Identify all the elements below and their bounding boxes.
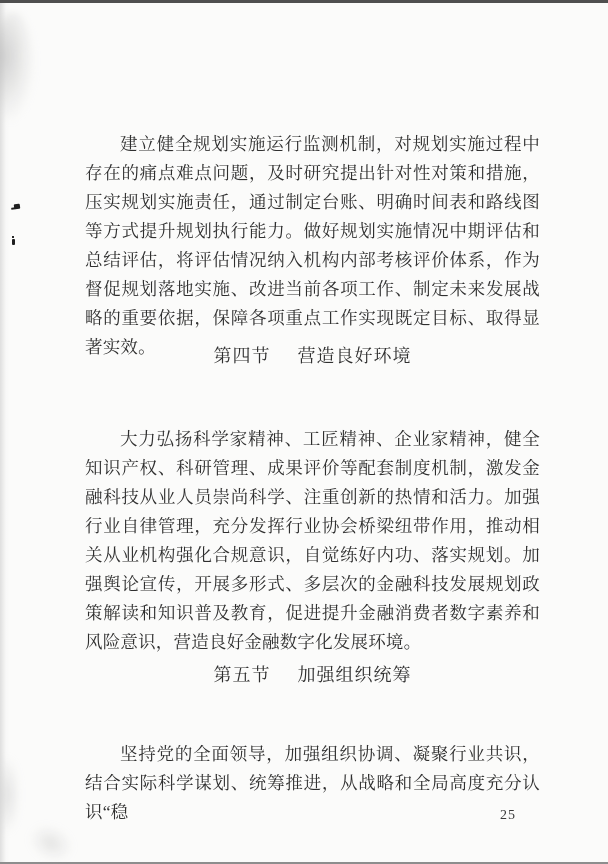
section-4-title: 营造良好环境 (297, 346, 412, 366)
section-5-title: 加强组织统筹 (297, 665, 412, 685)
ink-speck-1 (14, 204, 21, 210)
paragraph-organizational-coordination: 坚持党的全面领导，加强组织协调、凝聚行业共识，结合实际科学谋划、统筹推进，从战略和全局高度充分认识“稳 (85, 743, 540, 822)
section-heading-4 (85, 342, 540, 371)
section-heading-5 (85, 661, 540, 690)
paragraph-implementation-monitoring: 建立健全规划实施运行监测机制，对规划实施过程中存在的痛点难点问题，及时研究提出针对性对策和措施，压实规划实施责任，通过制定台账、明确时间表和路线图等方式提升规划执行能力。做好规划实施情况中期评估和总结评估，将评估情况纳入机构内部考核评价体系，作为督促规划落地实施、改进当前各项工作、制定未来发展战略的重要依据，保障各项重点工作实现既定目标、取得显著实效。 (85, 133, 540, 357)
scan-top-edge-line (0, 0, 608, 3)
scan-left-edge-shadow (0, 3, 10, 862)
page-number: 25 (500, 808, 516, 823)
section-4-label: 第四节 (213, 346, 271, 366)
scan-smudge-top-left (0, 12, 34, 122)
ink-speck-2 (12, 239, 15, 245)
section-5-label: 第五节 (213, 665, 271, 685)
scan-smudge-bottom-left (0, 755, 20, 835)
paragraph-environment-building: 大力弘扬科学家精神、工匠精神、企业家精神，健全知识产权、科研管理、成果评价等配套制度机制，激发金融科技从业人员崇尚科学、注重创新的热情和活力。加强行业自律管理，充分发挥行业协会桥梁纽带作用，推动相关从业机构强化合规意识，自觉练好内功、落实规划。加强舆论宣传，开展多形式、多层次的金融科技发展规划政策解读和知识普及教育，促进提升金融消费者数字素养和风险意识，营造良好金融数字化发展环境。 (85, 428, 540, 652)
scan-smudge-bottom-left2 (23, 818, 79, 864)
